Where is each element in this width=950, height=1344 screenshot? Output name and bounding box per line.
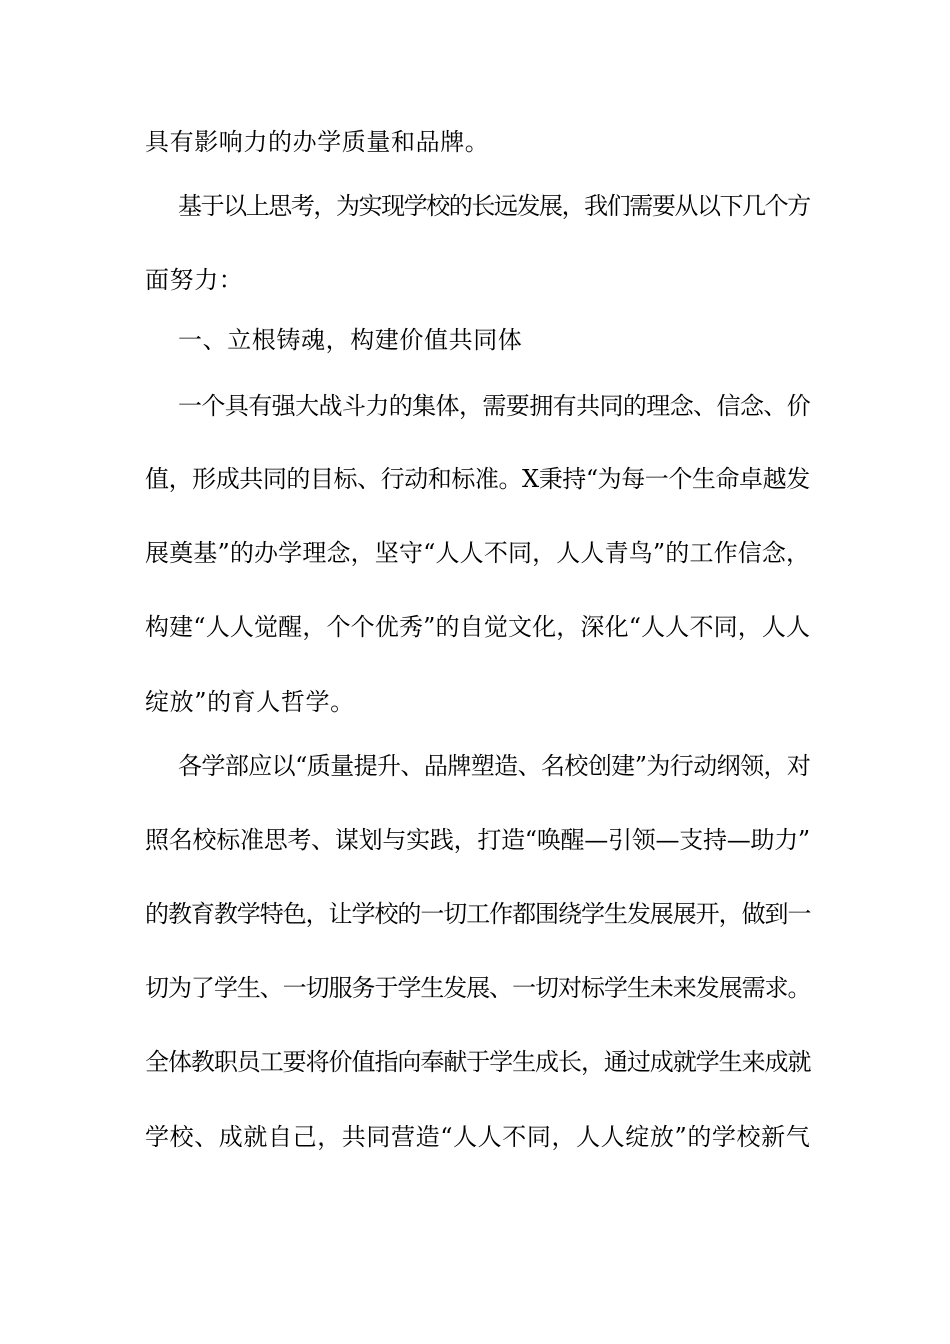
text-line: 构建“人人觉醒，个个优秀”的自觉文化，深化“人人不同，人人 bbox=[145, 613, 811, 641]
text-line: 学校、成就自己，共同营造“人人不同，人人绽放”的学校新气 bbox=[145, 1123, 811, 1151]
text-line: 值，形成共同的目标、行动和标准。X秉持“为每一个生命卓越发 bbox=[145, 465, 810, 493]
text-line: 具有影响力的办学质量和品牌。 bbox=[145, 128, 490, 156]
text-line: 展奠基”的办学理念，坚守“人人不同，人人青鸟”的工作信念， bbox=[145, 539, 811, 567]
text-line: 照名校标准思考、谋划与实践，打造“唤醒—引领—支持—助力” bbox=[145, 826, 810, 854]
text-line: 一个具有强大战斗力的集体，需要拥有共同的理念、信念、价 bbox=[178, 392, 811, 420]
text-line: 的教育教学特色，让学校的一切工作都围绕学生发展展开，做到一 bbox=[145, 900, 811, 928]
text-line: 切为了学生、一切服务于学生发展、一切对标学生未来发展需求。 bbox=[145, 974, 811, 1002]
section-heading: 一、立根铸魂，构建价值共同体 bbox=[178, 326, 523, 354]
text-line: 基于以上思考，为实现学校的长远发展，我们需要从以下几个方 bbox=[178, 192, 810, 220]
text-line: 面努力： bbox=[145, 266, 244, 294]
text-line: 全体教职员工要将价值指向奉献于学生成长，通过成就学生来成就 bbox=[145, 1048, 811, 1076]
text-line: 绽放”的育人哲学。 bbox=[145, 688, 355, 716]
text-line: 各学部应以“质量提升、品牌塑造、名校创建”为行动纲领，对 bbox=[178, 752, 811, 780]
